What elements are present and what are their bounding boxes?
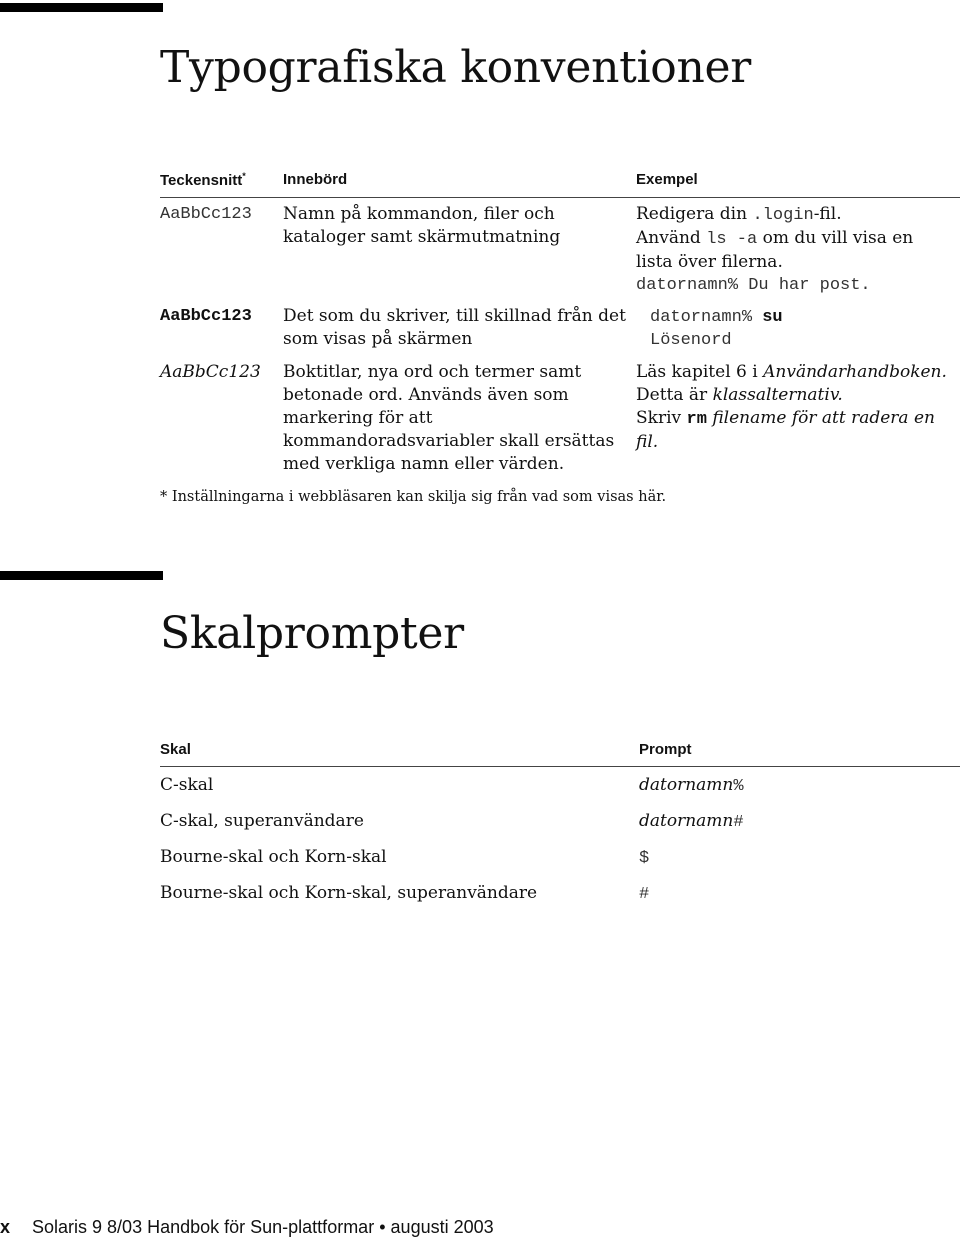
shell-prompt: # [639, 885, 650, 904]
section-rule [0, 571, 163, 580]
example-text: datornamn% su Lösenord [650, 308, 783, 350]
footer-bullet: • [379, 1217, 386, 1237]
col-header-prompt: Prompt [639, 741, 692, 758]
col-header-example: Exempel [636, 171, 698, 188]
col-header-meaning: Innebörd [283, 171, 348, 188]
col-header-font: Teckensnitt* [160, 171, 246, 189]
shell-prompt: datornamn% [639, 775, 744, 796]
table-divider [160, 766, 960, 767]
footer-title: Solaris 9 8/03 Handbok för Sun-plattformar [32, 1217, 375, 1237]
shell-name: Bourne-skal och Korn-skal [160, 847, 387, 867]
meaning-text: Namn på kommandon, filer och kataloger samt skärmutmatning [283, 204, 561, 247]
col-header-shell: Skal [160, 741, 191, 758]
meaning-text: Det som du skriver, till skillnad från det som visas på skärmen [283, 306, 626, 349]
shell-name: C-skal [160, 775, 214, 795]
footer-date: augusti 2003 [390, 1217, 494, 1237]
page-title: Typografiska konventioner [160, 42, 751, 93]
section-rule [0, 3, 163, 12]
example-text: Läs kapitel 6 i Användarhandboken. Detta är klassalternativ. Skriv rm filename för att radera en fil. [636, 362, 947, 452]
page-number: x [0, 1217, 11, 1237]
shell-name: Bourne-skal och Korn-skal, superanvändare [160, 883, 538, 903]
section-title: Skalprompter [160, 608, 464, 659]
shell-prompt: $ [639, 849, 650, 868]
font-sample-mono: AaBbCc123 [160, 205, 252, 224]
footnote: * Inställningarna i webbläsaren kan skilja sig från vad som visas här. [160, 489, 667, 505]
shell-prompt: datornamn# [639, 811, 744, 832]
font-sample-italic: AaBbCc123 [160, 362, 261, 382]
table-divider [160, 197, 960, 198]
page-footer [0, 1217, 494, 1238]
font-sample-bold-mono: AaBbCc123 [160, 307, 252, 326]
meaning-text: Boktitlar, nya ord och termer samt betonade ord. Används även som markering för att kommandoradsvariabler skall ersättas med verkliga namn eller värden. [283, 362, 615, 474]
example-text: Redigera din .login-fil. Använd ls -a om du vill visa en lista över filerna. datornamn% Du har post. [636, 204, 914, 295]
shell-name: C-skal, superanvändare [160, 811, 364, 831]
